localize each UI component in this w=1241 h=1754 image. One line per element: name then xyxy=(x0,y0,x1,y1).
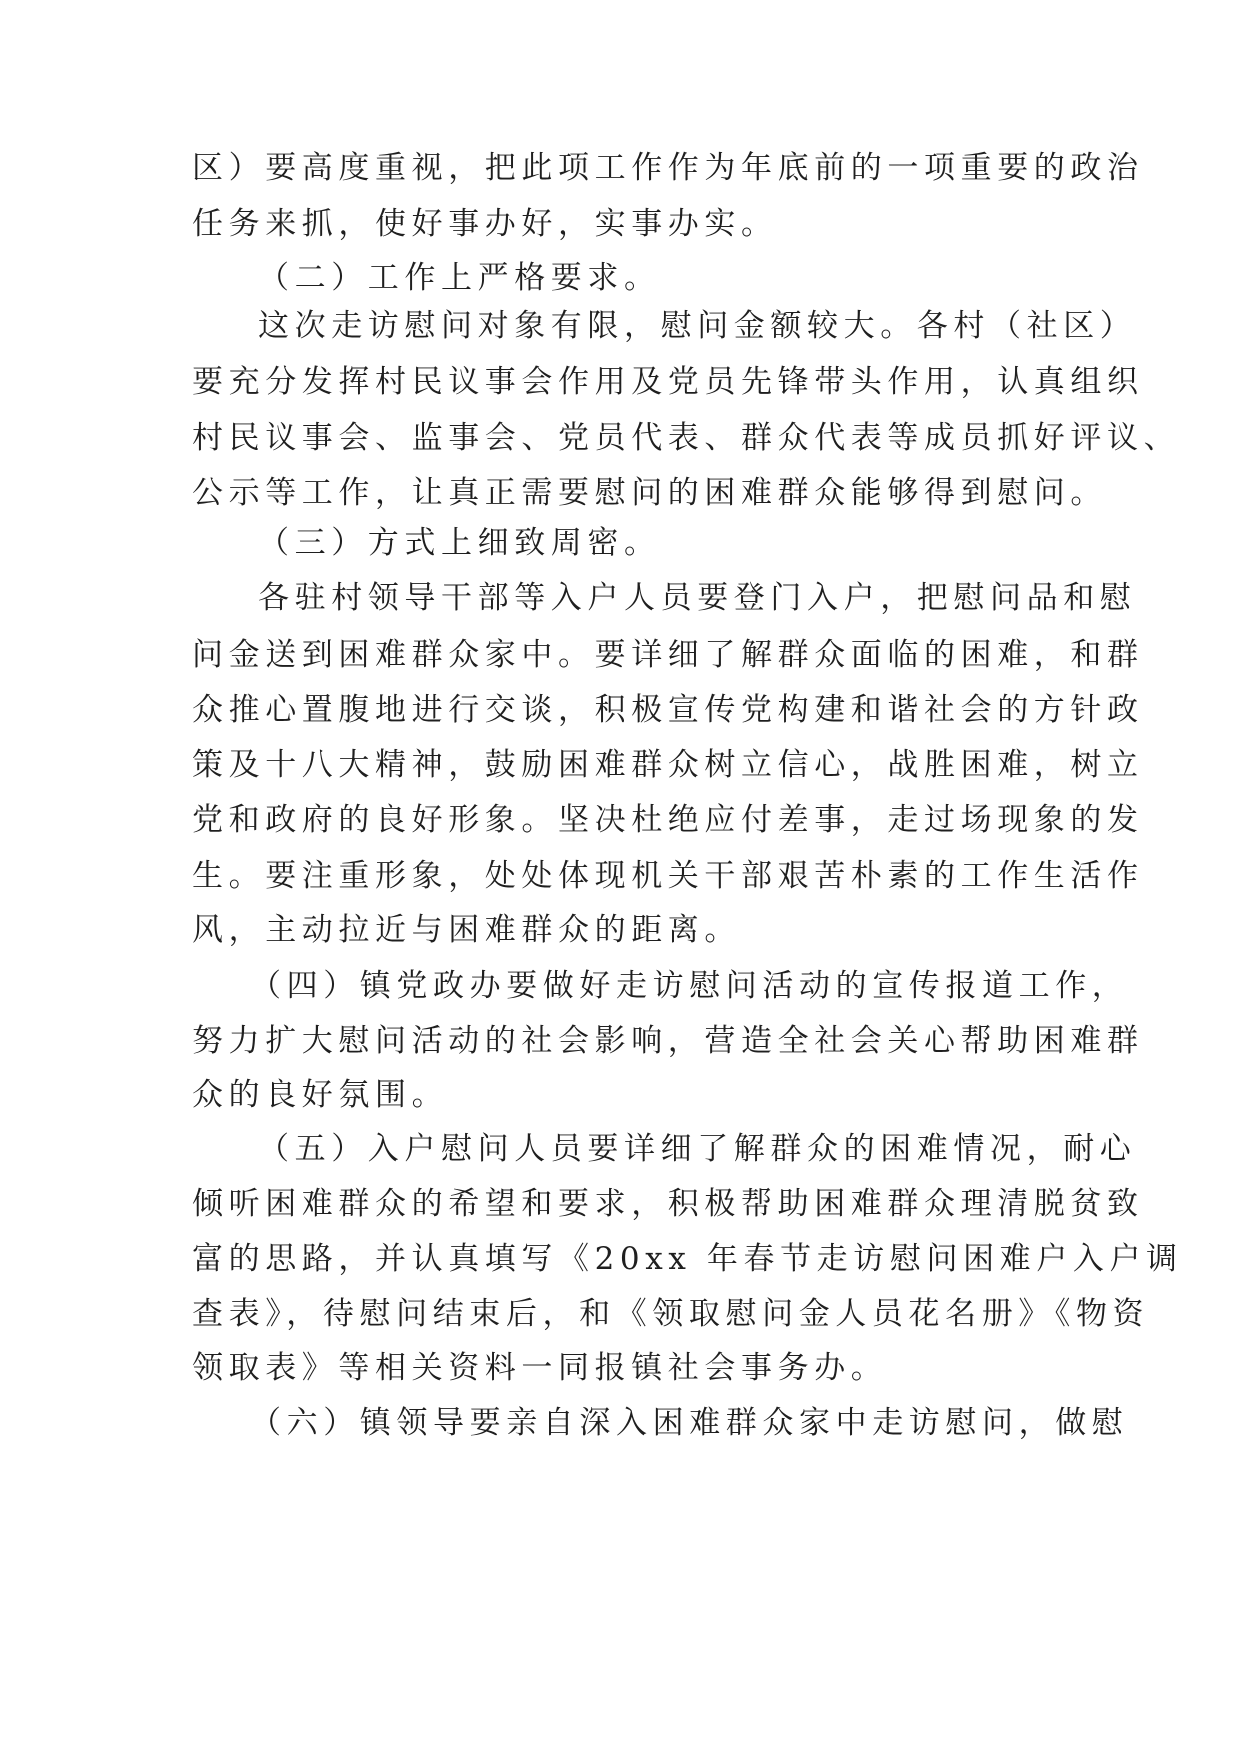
text-line: 倾听困难群众的希望和要求，积极帮助困难群众理清脱贫致 xyxy=(192,1186,1144,1222)
text-line: 党和政府的良好形象。坚决杜绝应付差事，走过场现象的发 xyxy=(192,802,1144,838)
text-line: 富的思路，并认真填写《20xx 年春节走访慰问困难户入户调 xyxy=(192,1241,1183,1277)
text-line: 要充分发挥村民议事会作用及党员先锋带头作用，认真组织 xyxy=(192,364,1144,400)
text-line: 努力扩大慰问活动的社会影响，营造全社会关心帮助困难群 xyxy=(192,1023,1144,1059)
text-line: （五）入户慰问人员要详细了解群众的困难情况，耐心 xyxy=(258,1131,1137,1167)
text-line: 各驻村领导干部等入户人员要登门入户，把慰问品和慰 xyxy=(258,580,1137,616)
text-line: 众的良好氛围。 xyxy=(192,1077,449,1113)
text-line: 查表》，待慰问结束后，和《领取慰问金人员花名册》《物资 xyxy=(192,1296,1150,1332)
text-line: 任务来抓，使好事办好，实事办实。 xyxy=(192,206,778,242)
text-line: 公示等工作，让真正需要慰问的困难群众能够得到慰问。 xyxy=(192,475,1107,511)
section-heading: （二）工作上严格要求。 xyxy=(258,260,661,296)
text-line: 领取表》等相关资料一同报镇社会事务办。 xyxy=(192,1350,888,1386)
text-line: 风，主动拉近与困难群众的距离。 xyxy=(192,912,741,948)
text-line: 问金送到困难群众家中。要详细了解群众面临的困难，和群 xyxy=(192,637,1144,673)
text-line: 村民议事会、监事会、党员代表、群众代表等成员抓好评议、 xyxy=(192,420,1181,456)
text-line: 策及十八大精神，鼓励困难群众树立信心，战胜困难，树立 xyxy=(192,747,1144,783)
text-line: 区）要高度重视，把此项工作作为年底前的一项重要的政治 xyxy=(192,150,1144,186)
section-heading: （三）方式上细致周密。 xyxy=(258,525,661,561)
text-line: 生。要注重形象，处处体现机关干部艰苦朴素的工作生活作 xyxy=(192,858,1144,894)
text-line: 众推心置腹地进行交谈，积极宣传党构建和谐社会的方针政 xyxy=(192,692,1144,728)
text-line: （四）镇党政办要做好走访慰问活动的宣传报道工作， xyxy=(250,968,1129,1004)
text-line: （六）镇领导要亲自深入困难群众家中走访慰问，做慰 xyxy=(250,1405,1129,1441)
text-line: 这次走访慰问对象有限，慰问金额较大。各村（社区） xyxy=(258,308,1137,344)
